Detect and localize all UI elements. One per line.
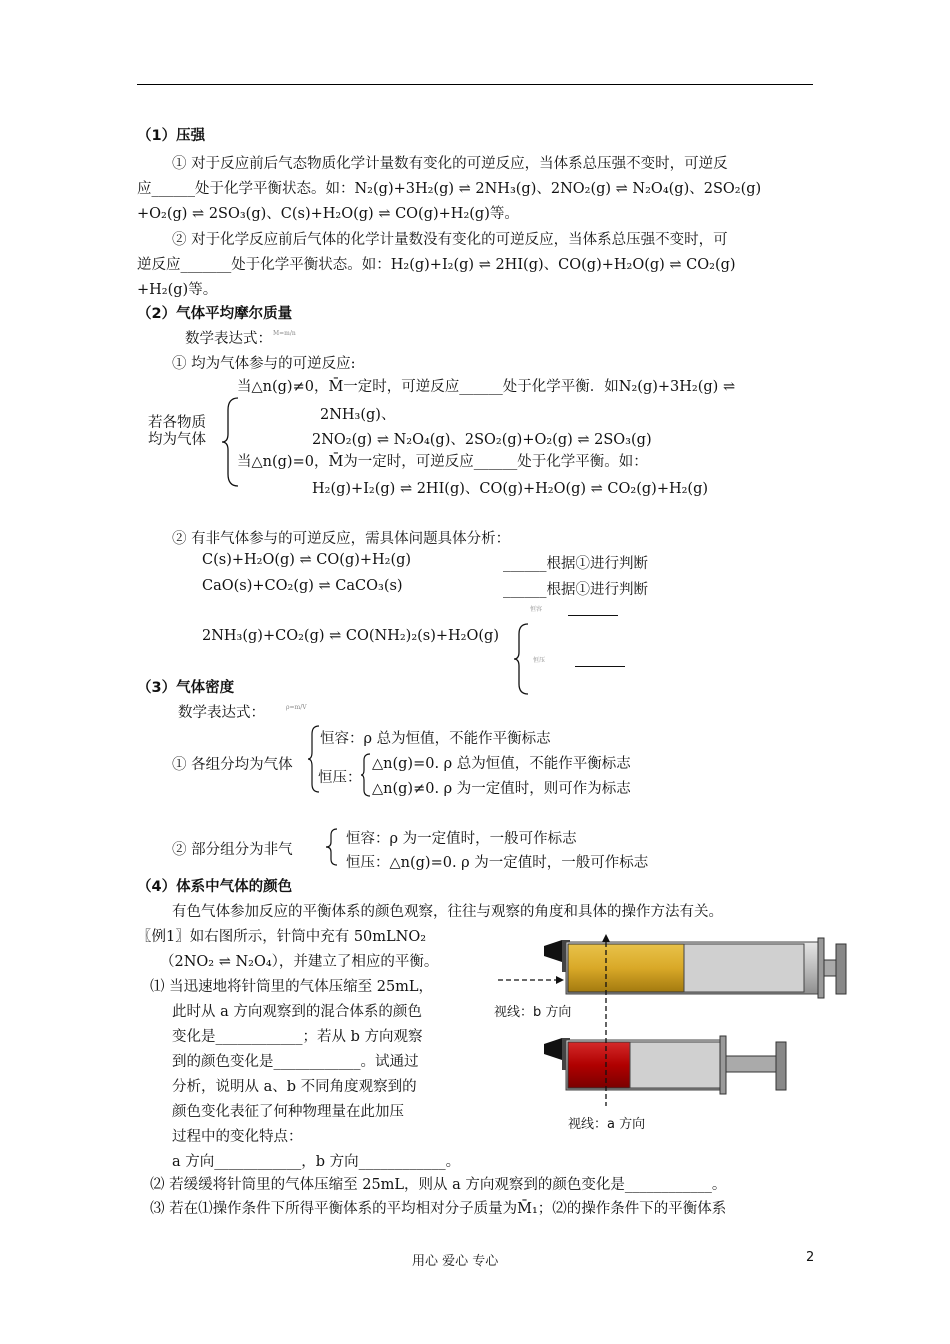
- s2-r3-condition-image-1: 恒容: [530, 606, 543, 613]
- s3-c2-hengya: 恒压：△n(g)=0. ρ 为一定值时，一般可作标志: [346, 855, 649, 871]
- section-1-heading: （1）压强: [137, 128, 206, 144]
- s3-c1-hengya-b: △n(g)≠0. ρ 为一定值时，则可作为标志: [372, 781, 631, 797]
- s3-c1-hengya-label: 恒压：: [318, 770, 362, 786]
- s4-q1-line5: 分析，说明从 a、b 不同角度观察到的: [172, 1079, 417, 1095]
- s2-r3-condition-image-2: 恒压: [533, 657, 546, 664]
- s4-q1-line6: 颜色变化表征了何种物理量在此加压: [172, 1104, 404, 1120]
- s3-expr-formula-image: ρ=m/V: [286, 704, 307, 711]
- s4-q1-line8: a 方向____________，b 方向____________。: [172, 1154, 461, 1170]
- s4-q1-line1: ⑴ 当迅速地将针筒里的气体压缩至 25mL，: [150, 979, 434, 995]
- s2-case2-line1: 当△n(g)=0，M̄为一定时，可逆反应______处于化学平衡。如：: [237, 454, 648, 470]
- s1-p2-line1: ② 对于化学反应前后气体的化学计量数没有变化的可逆反应，当体系总压强不变时，可: [172, 232, 728, 248]
- s4-example-line1: 〖例1〗如右图所示，针筒中充有 50mLNO₂: [137, 929, 427, 945]
- footer-slogan: 用心 爱心 专心: [412, 1254, 499, 1269]
- section-3-heading: （3）气体密度: [137, 680, 235, 696]
- s3-c2-hengrong: 恒容：ρ 为一定值时，一般可作标志: [346, 831, 577, 847]
- s2-r1-judge: ______根据①进行判断: [503, 556, 648, 572]
- s2-r2-judge: ______根据①进行判断: [503, 582, 648, 598]
- s2-expr-label: 数学表达式：: [185, 331, 272, 347]
- s1-p2-line2: 逆反应_______处于化学平衡状态。如：H₂(g)+I₂(g) ⇌ 2HI(g)、CO(g)+H₂O(g) ⇌ CO₂(g): [137, 257, 736, 273]
- s4-q1-line4: 到的颜色变化是____________。试通过: [172, 1054, 419, 1070]
- section-4-heading: （4）体系中气体的颜色: [137, 879, 293, 895]
- s3-expr-label: 数学表达式：: [178, 705, 265, 721]
- view-a-label: 视线：a 方向: [568, 1117, 646, 1132]
- s2-r3-brace: [512, 622, 530, 696]
- s2-r3-equation: 2NH₃(g)+CO₂(g) ⇌ CO(NH₂)₂(s)+H₂O(g): [202, 628, 499, 644]
- s2-sub2: ② 有非气体参与的可逆反应，需具体问题具体分析：: [172, 531, 511, 547]
- s4-q2: ⑵ 若缓缓将针筒里的气体压缩至 25mL，则从 a 方向观察到的颜色变化是____________。: [150, 1177, 727, 1193]
- s2-r3-blank-2[interactable]: [575, 654, 625, 667]
- syringe-figure: [488, 930, 853, 1130]
- s2-case1-line2: 2NH₃(g)、: [320, 407, 396, 423]
- s2-brace-label-1: 若各物质: [148, 415, 206, 431]
- s1-p1-line2: 应______处于化学平衡状态。如：N₂(g)+3H₂(g) ⇌ 2NH₃(g)、2NO₂(g) ⇌ N₂O₄(g)、2SO₂(g): [137, 181, 762, 197]
- s1-p1-line3: +O₂(g) ⇌ 2SO₃(g)、C(s)+H₂O(g) ⇌ CO(g)+H₂(g)等。: [137, 206, 519, 222]
- s4-intro: 有色气体参加反应的平衡体系的颜色观察，往往与观察的角度和具体的操作方法有关。: [172, 904, 723, 920]
- s3-c1-hengya-brace: [360, 752, 372, 798]
- syringe-top: [544, 938, 846, 998]
- s2-r3-blank-1[interactable]: [568, 603, 618, 616]
- s4-q3: ⑶ 若在⑴操作条件下所得平衡体系的平均相对分子质量为M̄₁；⑵的操作条件下的平衡体系: [150, 1201, 727, 1217]
- s4-q1-line2: 此时从 a 方向观察到的混合体系的颜色: [172, 1004, 422, 1020]
- syringe-bottom: [544, 1036, 786, 1094]
- s2-sub1: ① 均为气体参与的可逆反应:: [172, 356, 356, 372]
- s2-r1-equation: C(s)+H₂O(g) ⇌ CO(g)+H₂(g): [202, 552, 412, 568]
- s3-c1-hengya-a: △n(g)=0. ρ 总为恒值，不能作平衡标志: [372, 756, 631, 772]
- header-rule: [137, 84, 813, 85]
- s3-c2-brace: [325, 827, 339, 867]
- s4-q1-line3: 变化是____________；若从 b 方向观察: [172, 1029, 423, 1045]
- s3-c2-label: ② 部分组分为非气: [172, 842, 293, 858]
- s2-expr-formula-image: M=m/n: [273, 330, 296, 337]
- s2-left-brace: [220, 396, 240, 488]
- s4-q1-line7: 过程中的变化特点：: [172, 1129, 303, 1145]
- view-b-label: 视线：b 方向: [494, 1005, 572, 1020]
- s2-brace-label-2: 均为气体: [148, 432, 206, 448]
- s1-p1-line1: ① 对于反应前后气态物质化学计量数有变化的可逆反应，当体系总压强不变时，可逆反: [172, 156, 728, 172]
- section-2-heading: （2）气体平均摩尔质量: [137, 306, 293, 322]
- s3-c1-hengrong: 恒容：ρ 总为恒值，不能作平衡标志: [320, 731, 551, 747]
- s3-c1-label: ① 各组分均为气体: [172, 757, 293, 773]
- s2-case1-line3: 2NO₂(g) ⇌ N₂O₄(g)、2SO₂(g)+O₂(g) ⇌ 2SO₃(g): [312, 432, 652, 448]
- s2-case2-line2: H₂(g)+I₂(g) ⇌ 2HI(g)、CO(g)+H₂O(g) ⇌ CO₂(g)+H₂(g): [312, 481, 709, 497]
- s2-r2-equation: CaO(s)+CO₂(g) ⇌ CaCO₃(s): [202, 578, 403, 594]
- s4-example-line2: （2NO₂ ⇌ N₂O₄），并建立了相应的平衡。: [160, 954, 439, 970]
- s1-p2-line3: +H₂(g)等。: [137, 282, 218, 298]
- s2-case1-line1: 当△n(g)≠0，M̄一定时，可逆反应______处于化学平衡．如N₂(g)+3H₂(g) ⇌: [237, 379, 736, 395]
- page-number: 2: [806, 1250, 815, 1265]
